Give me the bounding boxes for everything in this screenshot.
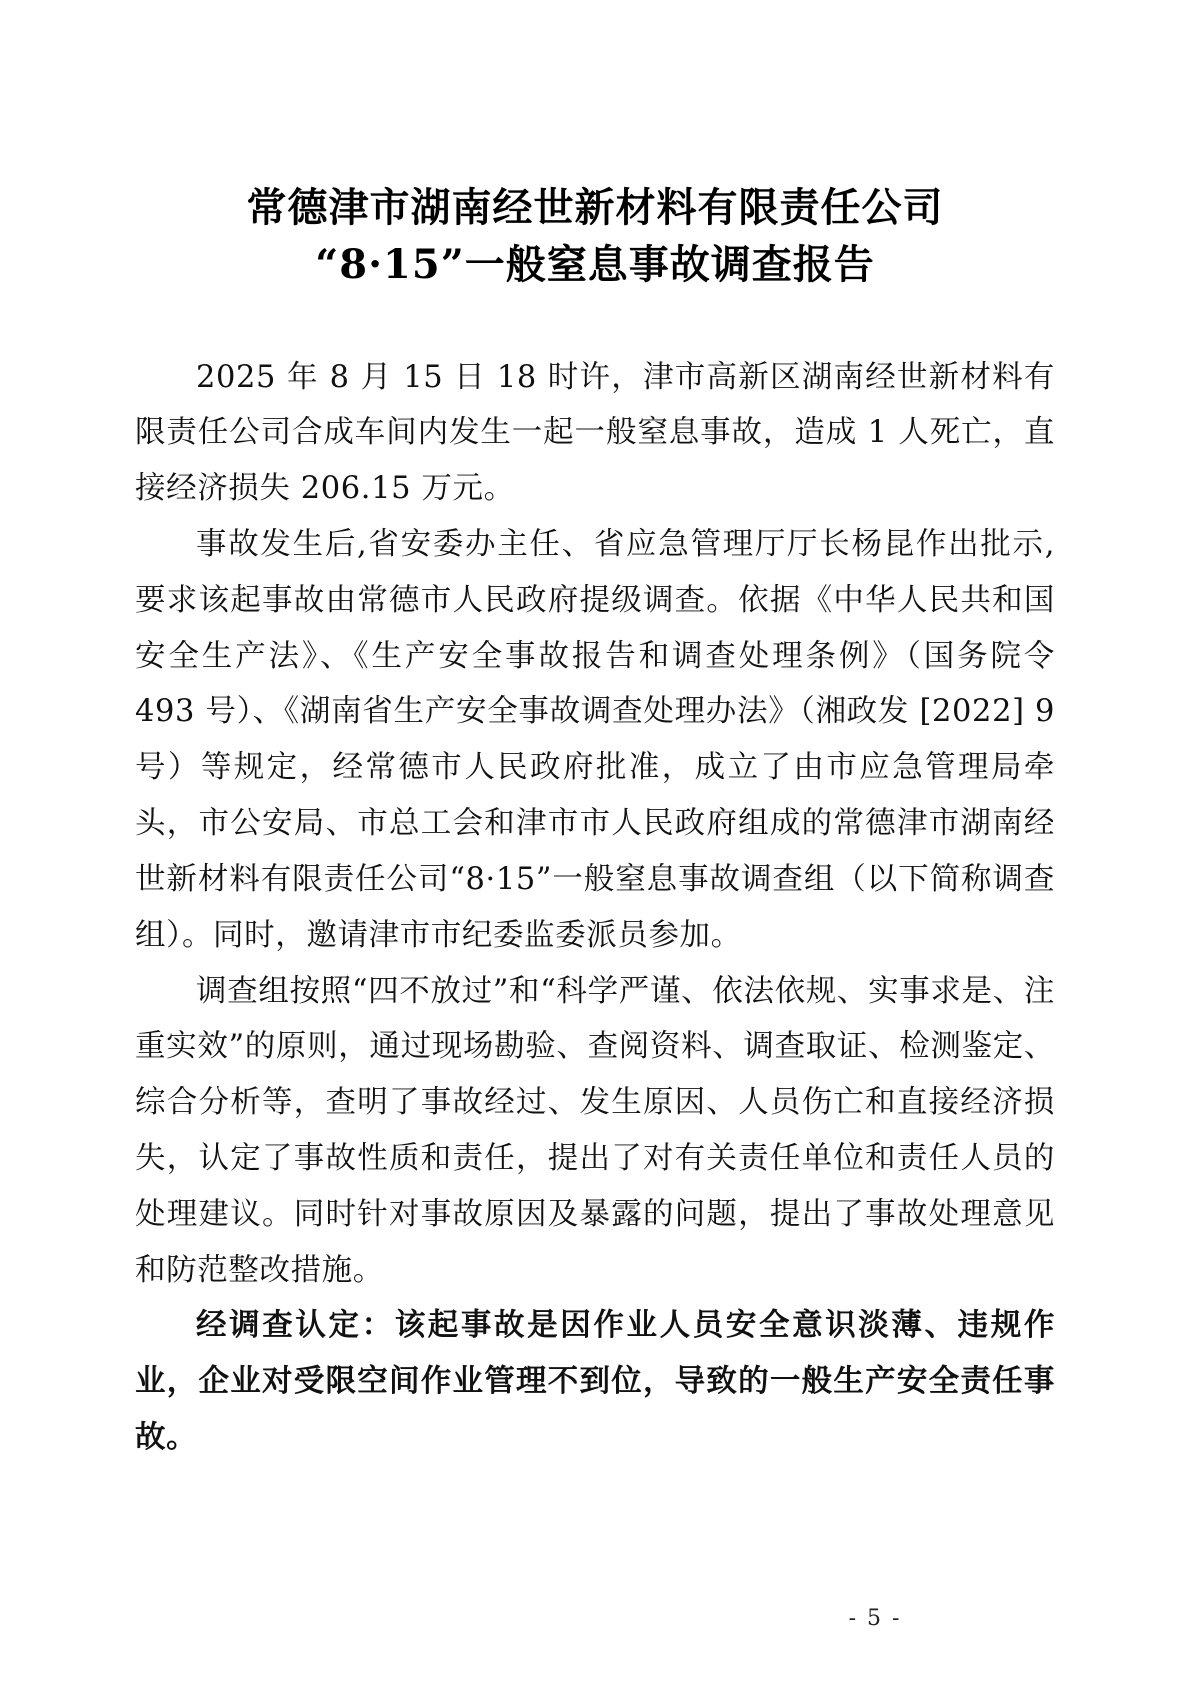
page-title-line-1: 常德津市湖南经世新材料有限责任公司 [246,184,944,231]
page-number-value: - 5 - [848,1606,902,1631]
paragraph-1: 2025 年 8 月 15 日 18 时许，津市高新区湖南经世新材料有限责任公司合成车间内发生一起一般窒息事故，造成 1 人死亡，直接经济损失 206.15 万元。 [135,359,1055,507]
document-body [135,350,1055,1466]
paragraph-3: 调查组按照“四不放过”和“科学严谨、依法依规、实事求是、注重实效”的原则，通过现场勘验、查阅资料、调查取证、检测鉴定、综合分析等，查明了事故经过、发生原因、人员伤亡和直接经济损失，认定了事故性质和责任，提出了对有关责任单位和责任人员的处理建议。同时针对事故原因及暴露的问题，提出了事故处理意见和防范整改措施。 [135,973,1055,1288]
paragraph-2: 事故发生后,省安委办主任、省应急管理厅厅长杨昆作出批示,要求该起事故由常德市人民政府提级调查。依据《中华人民共和国安全生产法》、《生产安全事故报告和调查处理条例》（国务院令 493 号）、《湖南省生产安全事故调查处理办法》（湘政发 [2022] 9 号）等规定，经常德市人民政府批准，成立了由市应急管理局牵头，市公安局、市总工会和津市市人民政府组成的常德津市湖南经世新材料有限责任公司“8·15”一般窒息事故调查组（以下简称调查组）。同时，邀请津市市纪委监委派员参加。 [135,527,1055,953]
page-number [0,1606,1190,1631]
page-title [135,180,1055,294]
paragraph-4-conclusion: 经调查认定：该起事故是因作业人员安全意识淡薄、违规作业，企业对受限空间作业管理不到位，导致的一般生产安全责任事故。 [135,1307,1055,1456]
page-title-line-2: “8·15”一般窒息事故调查报告 [315,240,875,288]
